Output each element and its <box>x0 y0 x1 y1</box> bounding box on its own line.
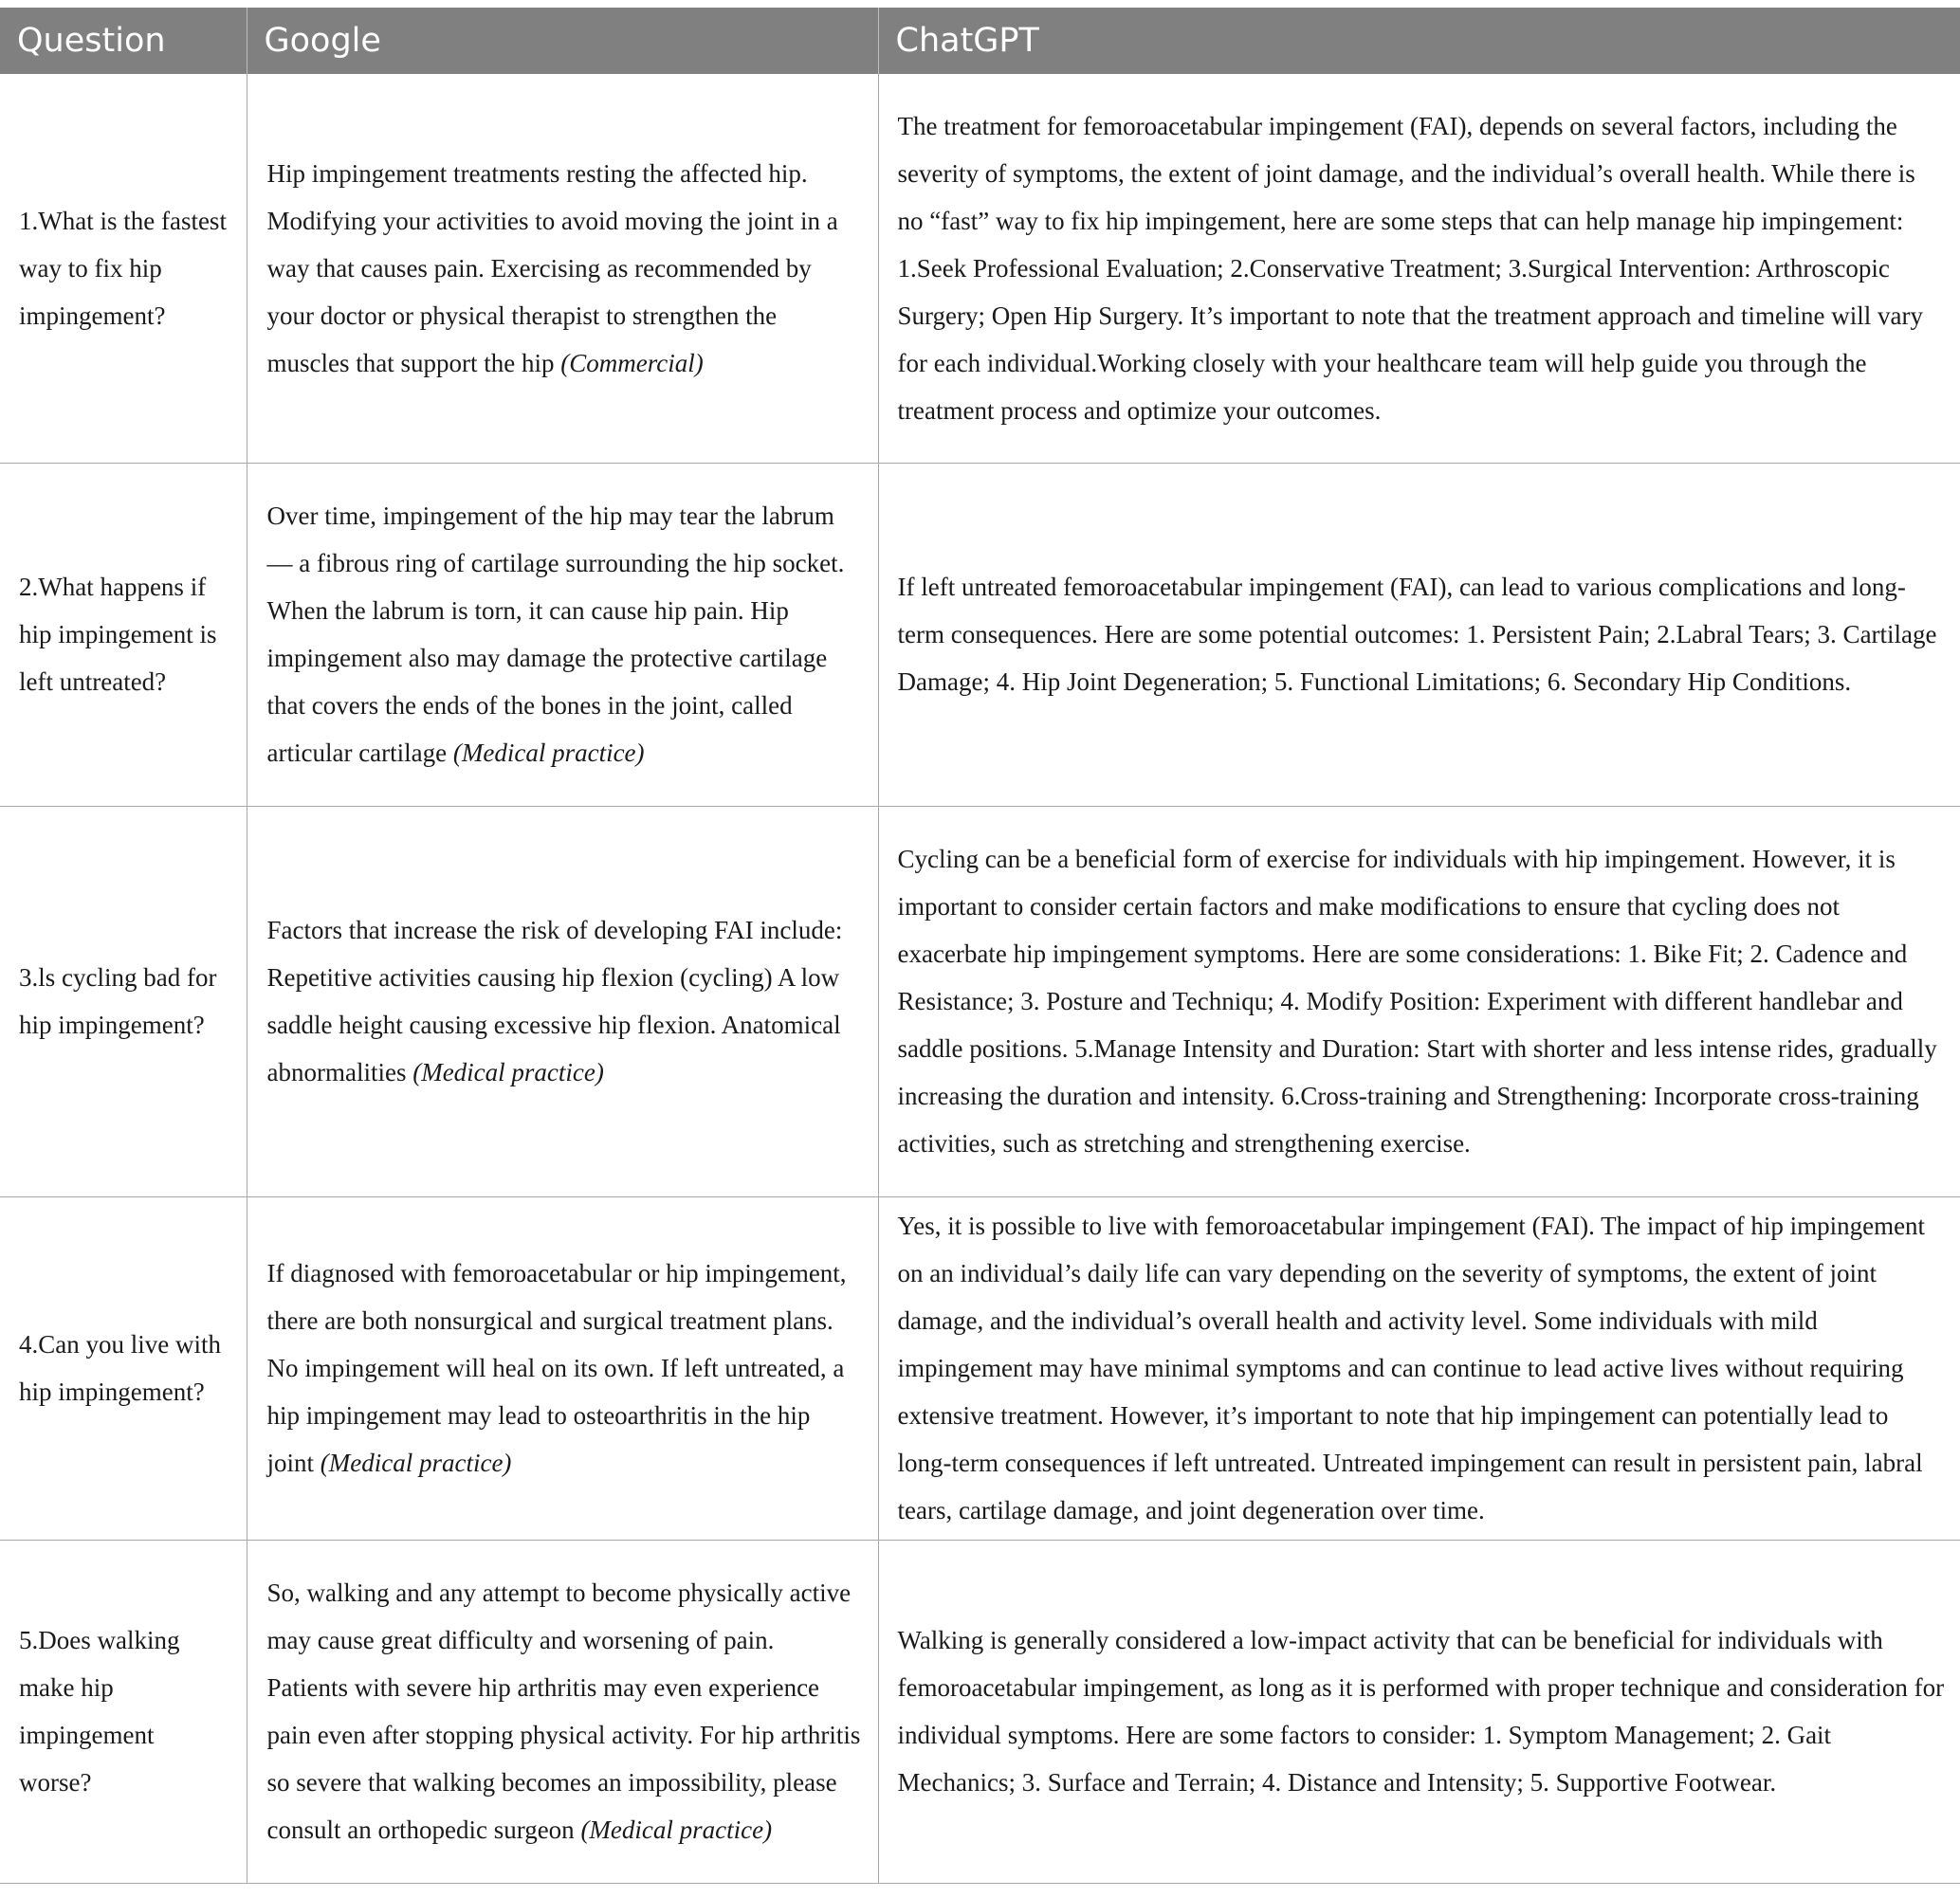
table-row <box>0 806 1960 1196</box>
google-answer-cell <box>247 806 878 1196</box>
google-source-label: (Medical practice) <box>452 739 645 767</box>
table-row <box>0 74 1960 463</box>
question-cell: 3.ls cycling bad for hip impingement? <box>0 806 247 1196</box>
header-google: Google <box>247 8 878 74</box>
question-cell: 4.Can you live with hip impingement? <box>0 1196 247 1540</box>
chatgpt-answer-cell: The treatment for femoroacetabular impingement (FAI), depends on several factors, including the severity of symptoms, the extent of joint damage, and the individual’s overall health. While there is no “fast” way to fix hip impingement, here are some steps that can help manage hip impingement: 1.Seek Professional Evaluation; 2.Conservative Treatment; 3.Surgical Intervention: Arthroscopic Surgery; Open Hip Surgery. It’s important to note that the treatment approach and timeline will vary for each individual.Working closely with your healthcare team will help guide you through the treatment process and optimize your outcomes. <box>878 74 1960 463</box>
google-answer-cell <box>247 463 878 806</box>
question-cell: 1.What is the fastest way to fix hip impingement? <box>0 74 247 463</box>
google-answer-cell <box>247 74 878 463</box>
table-row <box>0 1196 1960 1540</box>
table-row <box>0 1540 1960 1883</box>
google-source-label: (Medical practice) <box>580 1816 773 1844</box>
question-cell: 2.What happens if hip impingement is left untreated? <box>0 463 247 806</box>
chatgpt-answer-cell: Walking is generally considered a low-impact activity that can be beneficial for individuals with femoroacetabular impingement, as long as it is performed with proper technique and consideration for individual symptoms. Here are some factors to consider: 1. Symptom Management; 2. Gait Mechanics; 3. Surface and Terrain; 4. Distance and Intensity; 5. Supportive Footwear. <box>878 1540 1960 1883</box>
google-answer-text: Hip impingement treatments resting the affected hip. Modifying your activities to avoid moving the joint in a way that causes pain. Exercising as recommended by your doctor or physical therapist to strengthen the muscles that support the hip <box>266 158 838 377</box>
google-answer-cell <box>247 1540 878 1883</box>
header-row <box>0 8 1960 74</box>
chatgpt-answer-cell: Yes, it is possible to live with femoroacetabular impingement (FAI). The impact of hip impingement on an individual’s daily life can vary depending on the severity of symptoms, the extent of joint damage, and the individual’s overall health and activity level. Some individuals with mild impingement may have minimal symptoms and can continue to lead active lives without requiring extensive treatment. However, it’s important to note that hip impingement can potentially lead to long-term consequences if left untreated. Untreated impingement can result in persistent pain, labral tears, cartilage damage, and joint degeneration over time. <box>878 1196 1960 1540</box>
chatgpt-answer-cell: Cycling can be a beneficial form of exercise for individuals with hip impingement. However, it is important to consider certain factors and make modifications to ensure that cycling does not exacerbate hip impingement symptoms. Here are some considerations: 1. Bike Fit; 2. Cadence and Resistance; 3. Posture and Techniqu; 4. Modify Position: Experiment with different handlebar and saddle positions. 5.Manage Intensity and Duration: Start with shorter and less intense rides, gradually increasing the duration and intensity. 6.Cross-training and Strengthening: Incorporate cross-training activities, such as stretching and strengthening exercise. <box>878 806 1960 1196</box>
google-answer-text: Over time, impingement of the hip may tear the labrum — a fibrous ring of cartilage surrounding the hip socket. When the labrum is torn, it can cause hip pain. Hip impingement also may damage the protective cartilage that covers the ends of the bones in the joint, called articular cartilage <box>266 502 845 767</box>
question-cell: 5.Does walking make hip impingement worse? <box>0 1540 247 1883</box>
google-answer-text: Factors that increase the risk of developing FAI include: Repetitive activities causing hip flexion (cycling) A low saddle height causing excessive hip flexion. Anatomical abnormalities <box>266 916 843 1086</box>
google-answer-text: If diagnosed with femoroacetabular or hip impingement, there are both nonsurgical and surgical treatment plans. No impingement will heal on its own. If left untreated, a hip impingement may lead to osteoarthritis in the hip joint <box>266 1259 847 1477</box>
chatgpt-answer-cell: If left untreated femoroacetabular impingement (FAI), can lead to various complications and long-term consequences. Here are some potential outcomes: 1. Persistent Pain; 2.Labral Tears; 3. Cartilage Damage; 4. Hip Joint Degeneration; 5. Functional Limitations; 6. Secondary Hip Conditions. <box>878 463 1960 806</box>
google-source-label: (Medical practice) <box>412 1058 604 1086</box>
google-source-label: (Medical practice) <box>320 1449 512 1477</box>
comparison-table-container <box>0 8 1960 1884</box>
comparison-table <box>0 8 1960 1884</box>
google-answer-text: So, walking and any attempt to become physically active may cause great difficulty and worsening of pain. Patients with severe hip arthritis may even experience pain even after stopping physical activity. For hip arthritis so severe that walking becomes an impossibility, please consult an orthopedic surgeon <box>266 1579 861 1844</box>
google-answer-cell <box>247 1196 878 1540</box>
header-chatgpt: ChatGPT <box>878 8 1960 74</box>
header-question: Question <box>0 8 247 74</box>
table-row <box>0 463 1960 806</box>
google-source-label: (Commercial) <box>560 348 704 377</box>
